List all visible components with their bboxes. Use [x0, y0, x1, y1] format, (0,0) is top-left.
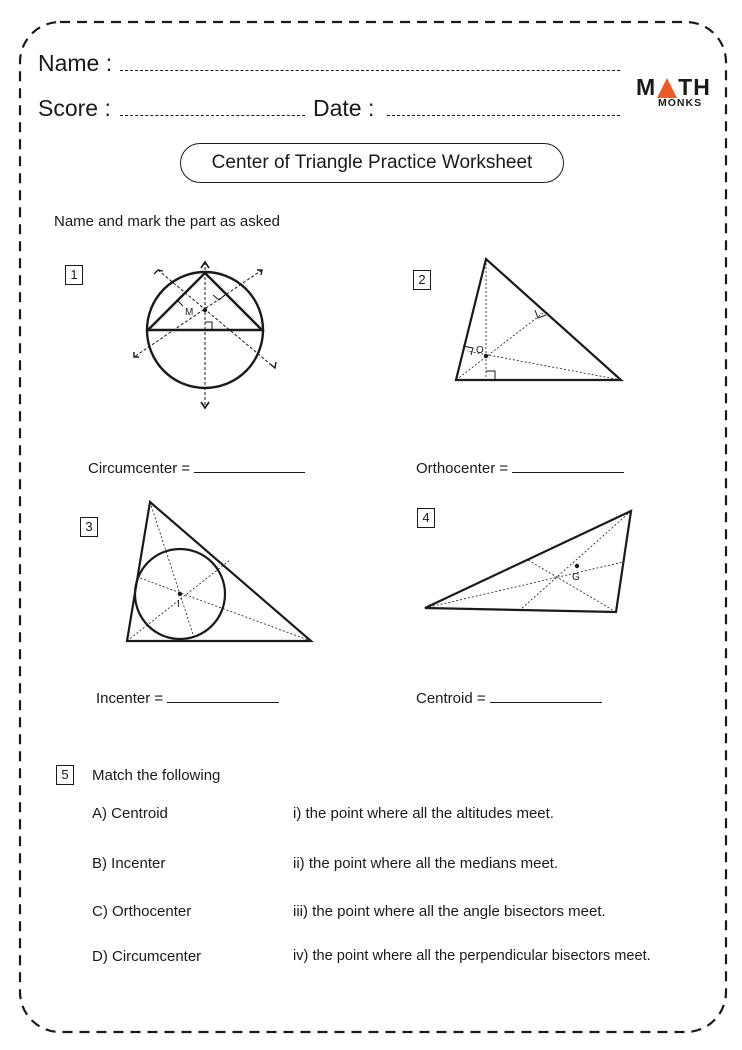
- score-label: Score :: [38, 95, 111, 121]
- circumcenter-point-label: M: [185, 307, 194, 318]
- problem-number-4: 4: [417, 508, 435, 528]
- match-left-c: C) Orthocenter: [92, 903, 192, 920]
- match-right-i: i) the point where all the altitudes meet.: [293, 805, 554, 822]
- centroid-blank[interactable]: [490, 701, 602, 703]
- problem-number-2: 2: [413, 270, 431, 290]
- match-left-a: A) Centroid: [92, 805, 168, 822]
- problem-number-3: 3: [80, 517, 98, 537]
- problem-number-5: 5: [56, 765, 74, 785]
- match-left-b: B) Incenter: [92, 855, 166, 872]
- centroid-answer[interactable]: [416, 690, 602, 707]
- circumcenter-answer-label: Circumcenter =: [88, 460, 191, 477]
- circumcenter-figure: [134, 262, 276, 408]
- incenter-figure: [127, 502, 311, 641]
- worksheet-title: Center of Triangle Practice Worksheet: [180, 143, 564, 183]
- centroid-answer-label: Centroid =: [416, 690, 486, 707]
- logo-word-left: M: [636, 74, 657, 100]
- orthocenter-figure: [456, 259, 621, 380]
- orthocenter-answer[interactable]: [416, 460, 624, 477]
- match-heading: Match the following: [92, 767, 221, 784]
- incenter-blank[interactable]: [167, 701, 279, 703]
- problem-number-1: 1: [65, 265, 83, 285]
- date-label: Date :: [313, 95, 375, 121]
- logo-subtext: MONKS: [658, 97, 703, 109]
- circumcenter-blank[interactable]: [194, 471, 305, 473]
- orthocenter-blank[interactable]: [512, 471, 624, 473]
- incenter-answer[interactable]: [96, 690, 279, 707]
- match-right-iii: iii) the point where all the angle bisectors meet.: [293, 903, 606, 920]
- instruction-text: Name and mark the part as asked: [54, 213, 280, 230]
- orthocenter-answer-label: Orthocenter =: [416, 460, 509, 477]
- match-left-d: D) Circumcenter: [92, 948, 202, 965]
- circumcenter-answer[interactable]: [88, 460, 305, 477]
- incenter-point-label: I: [177, 599, 180, 610]
- centroid-point-label: G: [572, 572, 580, 583]
- centroid-figure: [425, 511, 631, 612]
- orthocenter-point-label: O: [476, 345, 484, 356]
- match-right-iv: iv) the point where all the perpendicular bisectors meet.: [293, 948, 651, 964]
- logo-word-right: TH: [678, 74, 711, 100]
- match-right-ii: ii) the point where all the medians meet.: [293, 855, 559, 872]
- incenter-answer-label: Incenter =: [96, 690, 164, 707]
- name-label: Name :: [38, 50, 113, 76]
